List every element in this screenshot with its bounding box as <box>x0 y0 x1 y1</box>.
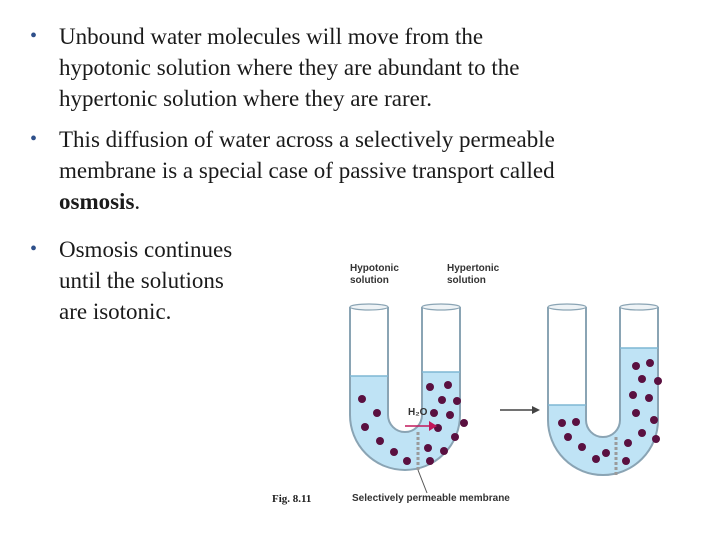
key-term: osmosis <box>59 189 135 214</box>
bullet-line: membrane is a special case of passive transport called <box>59 158 555 183</box>
bullet-line: This diffusion of water across a selectively permeable <box>59 127 555 152</box>
bullet-line <box>59 186 555 217</box>
bullet-line: until the solutions <box>59 268 224 293</box>
bullet-line: hypertonic solution where they are rarer. <box>59 86 432 111</box>
water-label: H₂O <box>408 407 428 418</box>
bullet-text <box>59 21 520 114</box>
bullet-text <box>59 124 555 217</box>
bullet-marker: • <box>30 238 38 260</box>
osmosis-figure <box>330 255 710 515</box>
figure-caption: Fig. 8.11 <box>272 493 312 505</box>
membrane-label: Selectively permeable membrane <box>352 493 510 504</box>
bullet-marker: • <box>30 25 38 47</box>
bullet-marker: • <box>30 128 38 150</box>
bullet-text <box>59 234 232 327</box>
u-tube-diagram <box>330 255 710 515</box>
bullet-line: Unbound water molecules will move from the <box>59 24 484 49</box>
term-suffix: . <box>134 189 141 214</box>
bullet-line: are isotonic. <box>59 299 172 324</box>
hypertonic-label: Hypertonic solution <box>447 263 500 286</box>
bullet-line: hypotonic solution where they are abundant to the <box>59 55 520 80</box>
right-tube-water <box>548 348 658 475</box>
hypotonic-label: Hypotonic solution <box>350 263 399 286</box>
bullet-line: Osmosis continues <box>59 237 233 262</box>
